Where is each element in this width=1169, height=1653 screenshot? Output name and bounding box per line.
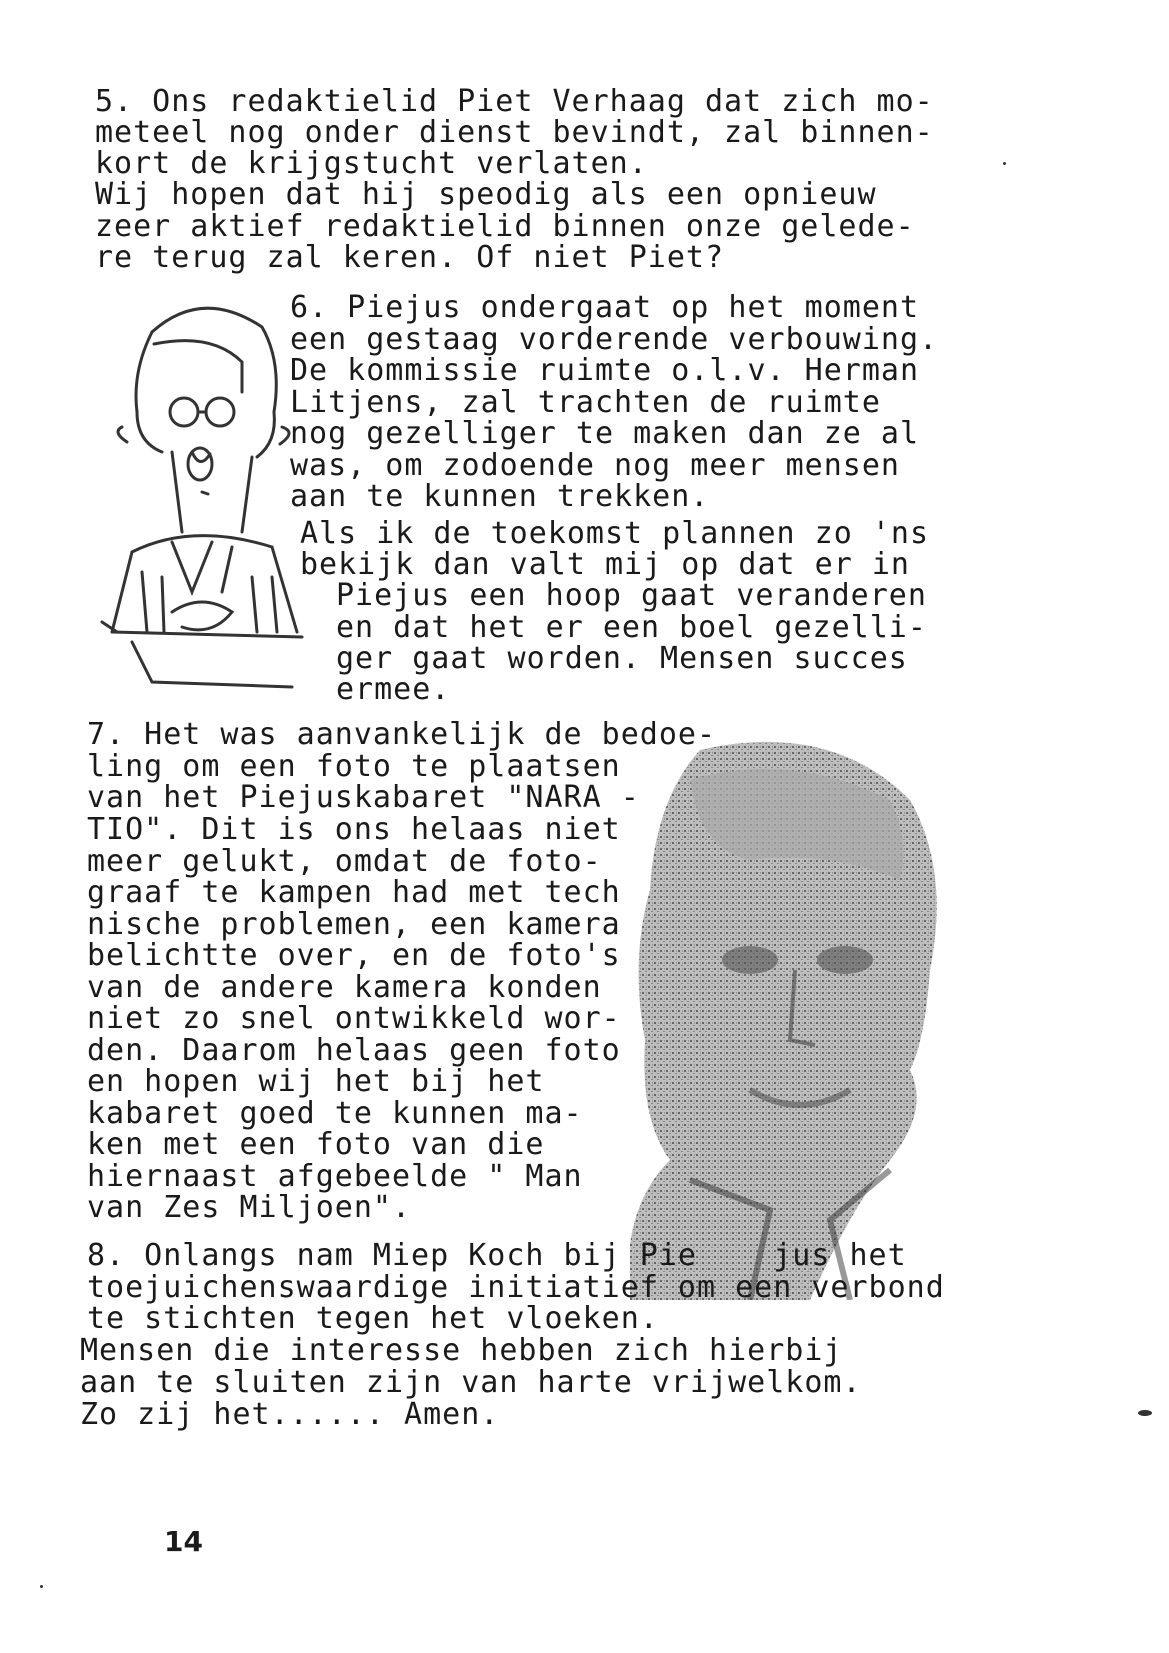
cartoon-portrait-icon xyxy=(92,292,322,732)
text-line: aan te sluiten zijn van harte vrijwelkom. xyxy=(80,1365,862,1400)
text-line: hiernaast afgebeelde " Man xyxy=(87,1159,583,1194)
text-line: nische problemen, een kamera xyxy=(87,907,621,942)
text-line: Litjens, zal trachten de ruimte xyxy=(290,385,881,420)
text-line: nog gezelliger te maken dan ze al xyxy=(290,416,920,451)
text-line: zeer aktief redaktielid binnen onze gelede- xyxy=(95,209,915,244)
page-number: 14 xyxy=(164,1525,203,1558)
text-line: Zo zij het...... Amen. xyxy=(80,1397,500,1432)
text-line: re terug zal keren. Of niet Piet? xyxy=(95,240,725,275)
text-line: en hopen wij het bij het xyxy=(87,1064,545,1099)
text-line: ermee. xyxy=(336,672,451,707)
text-line: Als ik de toekomst plannen zo 'ns xyxy=(300,516,930,551)
text-line: 6. Piejus ondergaat op het moment xyxy=(290,290,920,325)
text-line: was, om zodoende nog meer mensen xyxy=(290,448,900,483)
text-line: een gestaag vorderende verbouwing. xyxy=(290,322,939,357)
text-line: 7. Het was aanvankelijk de bedoe- xyxy=(87,717,717,752)
text-line: Piejus een hoop gaat veranderen xyxy=(336,578,927,613)
text-line: aan te kunnen trekken. xyxy=(290,479,710,514)
text-line: en dat het er een boel gezelli- xyxy=(336,610,927,645)
text-line: van het Piejuskabaret "NARA - xyxy=(87,780,640,815)
text-line: te stichten tegen het vloeken. xyxy=(87,1301,659,1336)
portrait-photo-icon xyxy=(630,740,960,1300)
text-line: van Zes Miljoen". xyxy=(87,1190,412,1225)
text-line: van de andere kamera konden xyxy=(87,970,602,1005)
text-line: 5. Ons redaktielid Piet Verhaag dat zich mo- xyxy=(95,84,934,119)
text-line: ken met een foto van die xyxy=(87,1127,545,1162)
text-line: TIO". Dit is ons helaas niet xyxy=(87,812,621,847)
scan-speck xyxy=(1138,1410,1152,1416)
text-line: meer gelukt, omdat de foto- xyxy=(87,844,602,879)
text-line: kabaret goed te kunnen ma- xyxy=(87,1096,583,1131)
text-line: De kommissie ruimte o.l.v. Herman xyxy=(290,353,920,388)
text-line: bekijk dan valt mij op dat er in xyxy=(300,547,910,582)
text-line: meteel nog onder dienst bevindt, zal binnen- xyxy=(95,115,934,150)
text-line: niet zo snel ontwikkeld wor- xyxy=(87,1001,621,1036)
text-line: Wij hopen dat hij speodig als een opnieuw xyxy=(95,177,877,212)
text-line: belichtte over, en de foto's xyxy=(87,938,621,973)
scan-speck xyxy=(1003,162,1006,165)
text-line: ger gaat worden. Mensen succes xyxy=(336,641,908,676)
text-line: den. Daarom helaas geen foto xyxy=(87,1033,621,1068)
text-line: 8. Onlangs nam Miep Koch bij Pie jus het xyxy=(87,1238,907,1273)
text-line: kort de krijgstucht verlaten. xyxy=(95,146,648,181)
text-line: toejuichenswaardige initiatief om een verbond xyxy=(87,1270,945,1305)
scan-speck xyxy=(40,1585,43,1588)
text-line: graaf te kampen had met tech xyxy=(87,875,621,910)
text-line: ling om een foto te plaatsen xyxy=(87,749,621,784)
text-line: Mensen die interesse hebben zich hierbij xyxy=(80,1333,843,1368)
